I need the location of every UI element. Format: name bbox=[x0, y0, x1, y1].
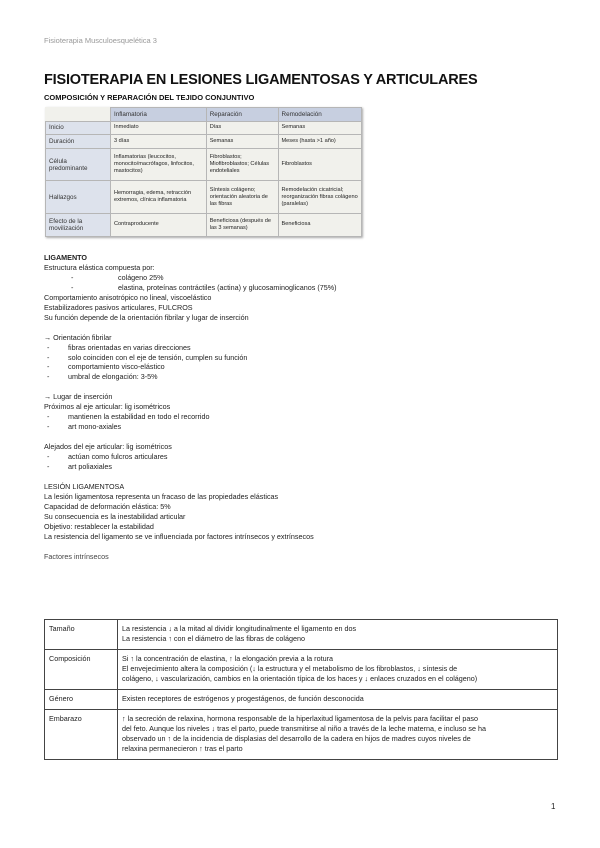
tissue-repair-phase-table bbox=[45, 107, 362, 237]
table-cell: Fibroblastos; Miofibroblastos; Células endoteliales bbox=[206, 148, 278, 181]
table-cell: Semanas bbox=[206, 135, 278, 149]
factor-key: Composición bbox=[45, 650, 118, 690]
list-item: - art poliaxiales bbox=[47, 461, 112, 471]
text-line: Estructura elástica compuesta por: bbox=[44, 262, 155, 272]
table-cell: Meses (hasta >1 año) bbox=[278, 135, 361, 149]
table-cell: Contraproducente bbox=[111, 213, 207, 236]
table-cell: Remodelación cicatricial; reorganización fibras colágeno (paralelas) bbox=[278, 181, 361, 214]
factor-value: ↑ la secreción de relaxina, hormona responsable de la hiperlaxitud ligamentosa de la pelvis para facilitar el paso del feto. Aunque los niveles ↓ tras el parto, puede transmitirse al niño a través de la leche materna, e incluso se ha observado un ↑ de la incidencia de displasias del desarrollo de la cadera en hijos de madres cuyos niveles de relaxina permanecieron ↑ tras el parto bbox=[118, 710, 558, 760]
text-line: Su consecuencia es la inestabilidad articular bbox=[44, 511, 186, 521]
list-item: - solo coinciden con el eje de tensión, cumplen su función bbox=[47, 352, 248, 362]
table-row bbox=[45, 620, 558, 650]
list-item: - mantienen la estabilidad en todo el recorrido bbox=[47, 412, 210, 422]
page-title: FISIOTERAPIA EN LESIONES LIGAMENTOSAS Y ARTICULARES bbox=[44, 72, 478, 88]
table-row bbox=[45, 690, 558, 710]
column-header: Reparación bbox=[206, 108, 278, 122]
column-header: Remodelación bbox=[278, 108, 361, 122]
table-row bbox=[46, 135, 362, 149]
table-cell: Beneficiosa (después de las 3 semanas) bbox=[206, 213, 278, 236]
table-row bbox=[46, 181, 362, 214]
notes-body bbox=[44, 253, 564, 561]
factores-title: Factores intrínsecos bbox=[44, 551, 109, 561]
table-row bbox=[45, 710, 558, 760]
text-line: Estabilizadores pasivos articulares, FULCROS bbox=[44, 302, 193, 312]
row-header: Inicio bbox=[46, 121, 111, 135]
table-cell: 3 días bbox=[111, 135, 207, 149]
text-line: Objetivo: restablecer la estabilidad bbox=[44, 521, 154, 531]
lesion-heading: LESIÓN LIGAMENTOSA bbox=[44, 481, 125, 491]
table-cell: Semanas bbox=[278, 121, 361, 135]
table-cell: Fibroblastos bbox=[278, 148, 361, 181]
table-cell: Inflamatorias (leucocitos, monocito/macrófagos, linfocitos, mastocitos) bbox=[111, 148, 207, 181]
list-item: - actúan como fulcros articulares bbox=[47, 452, 168, 462]
table-cell: Hemorragia, edema, retracción extremos, clínica inflamatoria bbox=[111, 181, 207, 214]
factor-value: Si ↑ la concentración de elastina, ↑ la elongación previa a la rotura El envejecimiento altera la composición (↓ la estructura y el metabolismo de los fibroblastos, ↓ síntesis de colágeno, ↓ vascularización, cambios en la orientación típica de los haces y ↓ enlaces cruzados en el colágeno) bbox=[118, 650, 558, 690]
table-corner bbox=[46, 108, 111, 122]
text-line: Alejados del eje articular: lig isométricos bbox=[44, 442, 172, 452]
list-item: - comportamiento visco-elástico bbox=[47, 362, 165, 372]
list-item: - colágeno 25% bbox=[71, 272, 164, 282]
table-cell: Síntesis colágeno; orientación aleatoria de las fibras bbox=[206, 181, 278, 214]
text-line: Su función depende de la orientación fibrilar y lugar de inserción bbox=[44, 312, 249, 322]
ligamento-heading: LIGAMENTO bbox=[44, 253, 87, 262]
list-item: - fibras orientadas en varias direcciones bbox=[47, 342, 191, 352]
list-item: - elastina, proteínas contráctiles (actina) y glucosaminoglicanos (75%) bbox=[71, 282, 337, 292]
row-header: Hallazgos bbox=[46, 181, 111, 214]
row-header: Célula predominante bbox=[46, 148, 111, 181]
factor-key: Género bbox=[45, 690, 118, 710]
list-item: - umbral de elongación: 3-5% bbox=[47, 372, 158, 382]
text-line: La resistencia del ligamento se ve influenciada por factores intrínsecos y extrínsecos bbox=[44, 531, 314, 541]
insercion-heading: → Lugar de inserción bbox=[44, 392, 113, 402]
intrinsic-factors-table bbox=[44, 619, 558, 760]
text-line: Comportamiento anisotrópico no lineal, viscoelástico bbox=[44, 292, 212, 302]
factor-key: Embarazo bbox=[45, 710, 118, 760]
orientacion-heading: → Orientación fibrilar bbox=[44, 332, 112, 342]
column-header: Inflamatoria bbox=[111, 108, 207, 122]
table-cell: Inmediato bbox=[111, 121, 207, 135]
table-row bbox=[46, 121, 362, 135]
list-item: - art mono-axiales bbox=[47, 422, 122, 432]
row-header: Efecto de la movilización bbox=[46, 213, 111, 236]
factor-key: Tamaño bbox=[45, 620, 118, 650]
text-line: La lesión ligamentosa representa un fracaso de las propiedades elásticas bbox=[44, 491, 279, 501]
table-cell: Beneficiosa bbox=[278, 213, 361, 236]
section-subtitle: COMPOSICIÓN Y REPARACIÓN DEL TEJIDO CONJUNTIVO bbox=[44, 93, 255, 102]
table-cell: Días bbox=[206, 121, 278, 135]
row-header: Duración bbox=[46, 135, 111, 149]
factor-value: Existen receptores de estrógenos y progestágenos, de función desconocida bbox=[118, 690, 558, 710]
table-row bbox=[46, 148, 362, 181]
text-line: Capacidad de deformación elástica: 5% bbox=[44, 501, 171, 511]
text-line: Próximos al eje articular: lig isométricos bbox=[44, 402, 171, 412]
table-header-row bbox=[46, 108, 362, 122]
running-header: Fisioterapia Musculoesquelética 3 bbox=[44, 36, 157, 45]
table-row bbox=[45, 650, 558, 690]
factor-value: La resistencia ↓ a la mitad al dividir longitudinalmente el ligamento en dos La resistencia ↑ con el diámetro de las fibras de colágeno bbox=[118, 620, 558, 650]
page-number: 1 bbox=[551, 802, 556, 811]
table-row bbox=[46, 213, 362, 236]
